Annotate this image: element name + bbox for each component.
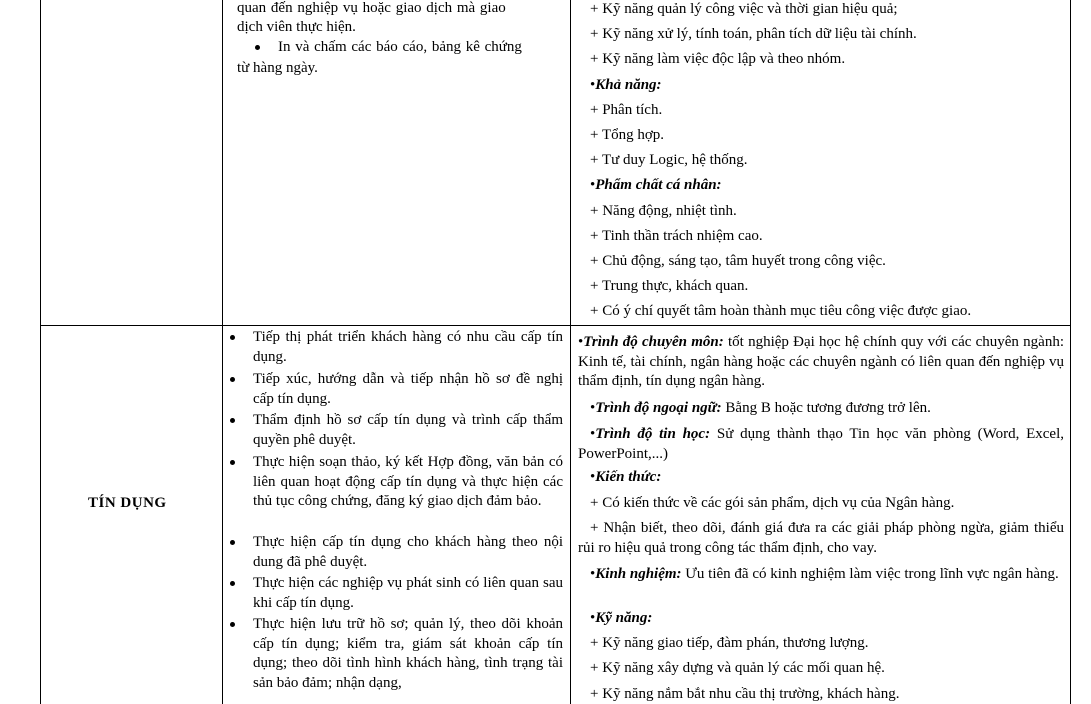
plus-marker: + (590, 152, 602, 169)
requirement-item (590, 25, 917, 44)
plus-marker: + (590, 51, 603, 68)
heading-bullet-icon: • (590, 566, 596, 582)
table-border-left (40, 0, 41, 704)
req-knowledge-label: Kiến thức: (595, 469, 662, 485)
requirement-text: Năng động, nhiệt tình. (602, 202, 737, 219)
requirement-item (590, 0, 898, 19)
req-experience (578, 565, 1064, 585)
duty-item: Tiếp xúc, hướng dẫn và tiếp nhận hồ sơ đề nghị cấp tín dụng. (253, 371, 563, 407)
requirement-text: Kỹ năng xử lý, tính toán, phân tích dữ liệu tài chính. (602, 26, 917, 43)
heading-bullet-icon: • (590, 610, 596, 626)
duties-tail-line2: dịch viên thực hiện. (237, 19, 356, 35)
bullet-icon (255, 45, 260, 50)
req-skill-text: Kỹ năng xây dựng và quản lý các mối quan hệ. (602, 660, 885, 676)
requirement-item (590, 227, 763, 246)
req-skills-heading (590, 609, 652, 628)
requirement-text: Tinh thần trách nhiệm cao. (601, 227, 763, 244)
duty-item: Thực hiện cấp tín dụng cho khách hàng theo nội dung đã phê duyệt. (253, 534, 563, 570)
req-skills-label: Kỹ năng: (595, 610, 653, 626)
heading-bullet-icon: • (590, 469, 596, 485)
req-knowledge-1: + Có kiến thức về các gói sản phẩm, dịch vụ của Ngân hàng. (590, 495, 955, 511)
plus-marker: + (590, 127, 602, 143)
table-border-col2 (570, 0, 571, 704)
bullet-icon (230, 418, 235, 423)
requirement-item (590, 277, 748, 296)
duty-item: Thực hiện các nghiệp vụ phát sinh có liên quan sau khi cấp tín dụng. (253, 575, 563, 611)
req-knowledge-heading (590, 468, 661, 487)
req-knowledge-2-text: Nhận biết, theo dõi, đánh giá đưa ra các giải pháp phòng ngừa, giảm thiểu rủi ro hiệu quả trong công tác thẩm định, cho vay. (578, 520, 1065, 556)
req-it-label: Trình độ tin học: (595, 426, 711, 442)
requirement-text: Phân tích. (602, 101, 663, 118)
duty-item: Thẩm định hồ sơ cấp tín dụng và trình cấp thẩm quyền phê duyệt. (253, 412, 563, 448)
req-language-label: Trình độ ngoại ngữ: (595, 400, 722, 416)
duty-item: Tiếp thị phát triển khách hàng có nhu cầu cấp tín dụng. (253, 329, 563, 365)
heading-bullet-icon: • (590, 76, 596, 93)
requirement-item (590, 202, 737, 221)
requirement-text: Có ý chí quyết tâm hoàn thành mục tiêu công việc được giao. (602, 303, 972, 320)
heading-bullet-icon: • (590, 177, 596, 194)
requirement-item (590, 50, 845, 69)
req-knowledge-2: + Nhận biết, theo dõi, đánh giá đưa ra các giải pháp phòng ngừa, giảm thiểu rủi ro hiệu quả trong công tác thẩm định, cho vay. (578, 520, 1065, 556)
requirement-heading (590, 76, 662, 95)
bullet-icon (230, 622, 235, 627)
bullet-icon (230, 540, 235, 545)
requirement-item (590, 151, 748, 170)
plus-marker: + (590, 1, 603, 17)
heading-bullet-icon: • (590, 400, 596, 416)
table-border-col1 (222, 0, 223, 704)
heading-bullet-icon: • (578, 334, 584, 350)
bullet-icon (230, 581, 235, 586)
bullet-icon (230, 335, 235, 340)
requirement-text: Tư duy Logic, hệ thống. (601, 152, 748, 169)
requirement-text: Chủ động, sáng tạo, tâm huyết trong công việc. (602, 253, 886, 269)
req-it-text: Sử dụng thành thạo Tin học văn phòng (Word, Excel, PowerPoint,...) (578, 426, 1065, 462)
plus-marker: + (590, 278, 602, 295)
requirement-item (590, 126, 664, 145)
requirement-item (590, 302, 971, 321)
duties-tail-line1: quan đến nghiệp vụ hoặc giao dịch mà giao (237, 0, 506, 16)
table-border-right (1070, 0, 1071, 704)
requirement-text: Kỹ năng quản lý công việc và thời gian hiệu quả; (602, 1, 898, 17)
row-label-credit: TÍN DỤNG (88, 495, 167, 511)
requirement-text: Tổng hợp. (601, 127, 665, 143)
requirement-heading (590, 176, 722, 195)
req-skill-item: + Kỹ năng giao tiếp, đàm phán, thương lượng. (590, 635, 869, 651)
requirement-heading-text: Phẩm chất cá nhân: (595, 177, 722, 194)
requirement-item (590, 101, 662, 120)
req-skill-item: + Kỹ năng xây dựng và quản lý các mối quan hệ. (590, 660, 885, 676)
duty-item: Thực hiện lưu trữ hồ sơ; quản lý, theo dõi khoản cấp tín dụng; kiểm tra, giám sát khoản cấp tín dụng; theo dõi tình hình khách hàng, tình trạng tài sản bảo đảm; nhận dạng, (253, 616, 563, 691)
req-it (578, 424, 1064, 464)
table-row-divider (40, 325, 1071, 326)
bullet-icon (230, 460, 235, 465)
plus-marker: + (590, 202, 603, 219)
req-expertise-label: Trình độ chuyên môn: (583, 334, 724, 350)
req-language (590, 399, 931, 418)
req-skill-text: Kỹ năng nắm bắt nhu cầu thị trường, khách hàng. (602, 686, 900, 702)
req-skill-item: + Kỹ năng nắm bắt nhu cầu thị trường, khách hàng. (590, 686, 900, 702)
duties-tail-bullet: In và chấm các báo cáo, bảng kê chứng (278, 39, 522, 55)
req-expertise (578, 333, 1064, 392)
bullet-icon (230, 377, 235, 382)
heading-bullet-icon: • (590, 426, 596, 442)
req-experience-label: Kinh nghiệm: (595, 566, 682, 582)
req-expertise-text: tốt nghiệp Đại học hệ chính quy với các chuyên ngành: Kinh tế, tài chính, ngân hàng hoặc các chuyên ngành có liên quan đến nghiệp vụ thẩm định, tín dụng ngân hàng. (578, 334, 1064, 389)
req-skill-text: Kỹ năng giao tiếp, đàm phán, thương lượng. (602, 635, 869, 651)
plus-marker: + (590, 253, 603, 269)
req-experience-text: Ưu tiên đã có kinh nghiệm làm việc trong lĩnh vực ngân hàng. (681, 566, 1059, 582)
duties-tail-bullet-cont: từ hàng ngày. (237, 60, 318, 76)
plus-marker: + (590, 101, 603, 118)
requirement-heading-text: Khả năng: (595, 76, 662, 93)
duty-item: Thực hiện soạn thảo, ký kết Hợp đồng, văn bản có liên quan hoạt động cấp tín dụng và thực hiện các thủ tục công chứng, đăng ký giao dịch đảm bảo. (253, 454, 563, 509)
req-language-text: Bằng B hoặc tương đương trở lên. (721, 400, 931, 416)
plus-marker: + (590, 303, 603, 320)
requirement-item (590, 252, 886, 271)
requirement-text: Trung thực, khách quan. (601, 278, 749, 295)
req-knowledge-1-text: Có kiến thức về các gói sản phẩm, dịch vụ của Ngân hàng. (602, 495, 955, 511)
plus-marker: + (590, 227, 602, 244)
plus-marker: + (590, 26, 603, 43)
requirement-text: Kỹ năng làm việc độc lập và theo nhóm. (602, 51, 846, 68)
